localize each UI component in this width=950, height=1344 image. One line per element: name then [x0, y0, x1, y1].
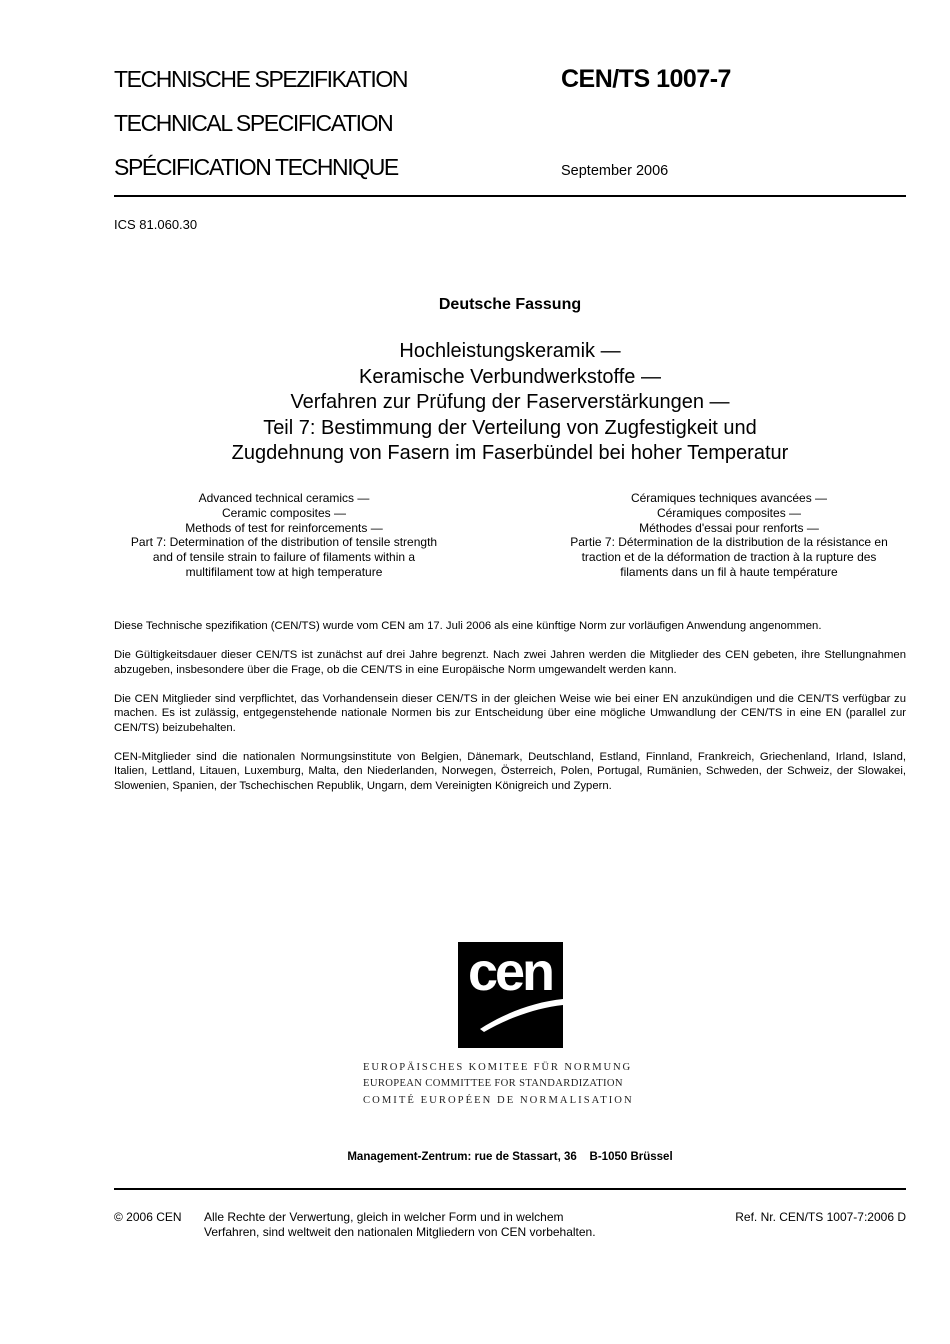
- doc-type-english: TECHNICAL SPECIFICATION: [114, 110, 393, 136]
- reference-number: Ref. Nr. CEN/TS 1007-7:2006 D: [735, 1210, 906, 1224]
- committee-name-english: EUROPEAN COMMITTEE FOR STANDARDIZATION: [363, 1078, 623, 1090]
- french-title-line: Partie 7: Détermination de la distribution de la résistance en: [570, 535, 888, 550]
- body-text: [114, 619, 906, 808]
- english-title-line: Methods of test for reinforcements —: [185, 520, 383, 535]
- english-title-line: multifilament tow at high temperature: [185, 564, 383, 579]
- ics-code: ICS 81.060.30: [114, 217, 198, 232]
- doc-type-french: SPÉCIFICATION TECHNIQUE: [114, 154, 398, 180]
- cen-logo-text: cen: [467, 942, 553, 1002]
- french-title-line: traction et de la déformation de traction à la rupture des: [581, 550, 877, 565]
- committee-name-german: EUROPÄISCHES KOMITEE FÜR NORMUNG: [363, 1062, 633, 1073]
- publication-date: September 2006: [561, 163, 669, 179]
- paragraph-obligations: Die CEN Mitglieder sind verpflichtet, das Vorhandensein dieser CEN/TS in der gleichen Weise wie bei einer EN anzukündigen und die CEN/TS verfügbar zu machen. Es ist zulässig, entgegenstehende nationale Normen bis zur Entscheidung über eine mögliche Umwandlung der CEN/TS in eine EN (parallel zur CEN/TS) beizubehalten.: [114, 692, 906, 734]
- french-title-line: Méthodes d'essai pour renforts —: [639, 520, 819, 535]
- copyright-notice: © 2006 CEN: [114, 1210, 182, 1224]
- english-title-line: and of tensile strain to failure of filaments within a: [152, 550, 416, 565]
- rights-statement: [204, 1210, 654, 1240]
- document-number: CEN/TS 1007-7: [561, 65, 731, 93]
- cen-logo-icon: [458, 942, 563, 1048]
- english-title-line: Part 7: Determination of the distribution of tensile strength: [130, 535, 438, 550]
- english-title-line: Advanced technical ceramics —: [198, 491, 370, 505]
- rights-line: Verfahren, sind weltweit den nationalen Mitgliedern von CEN vorbehalten.: [204, 1225, 596, 1239]
- french-title-line: Céramiques techniques avancées —: [630, 491, 828, 505]
- french-title-line: Céramiques composites —: [656, 505, 802, 520]
- committee-name-french: COMITÉ EUROPÉEN DE NORMALISATION: [363, 1094, 634, 1106]
- german-title-line: Zugdehnung von Fasern im Faserbündel bei hoher Temperatur: [231, 442, 789, 464]
- footer-divider: [114, 1188, 906, 1190]
- english-title-line: Ceramic composites —: [221, 505, 347, 520]
- paragraph-adoption: Diese Technische spezifikation (CEN/TS) wurde vom CEN am 17. Juli 2006 als eine künftige Norm zur vorläufigen Anwendung angenommen.: [114, 620, 822, 632]
- management-centre-address: Management-Zentrum: rue de Stassart, 36 B-1050 Brüssel: [347, 1151, 673, 1163]
- german-title-line: Hochleistungskeramik —: [399, 340, 621, 362]
- english-title: [108, 491, 460, 580]
- german-title-line: Teil 7: Bestimmung der Verteilung von Zugfestigkeit und: [263, 416, 757, 439]
- paragraph-validity: Die Gültigkeitsdauer dieser CEN/TS ist zunächst auf drei Jahre begrenzt. Nach zwei Jahren werden die Mitglieder des CEN gebeten, ihre Stellungnahmen abzugeben, insbesondere über die Frage, ob die CEN/TS in eine Europäische Norm umgewandelt werden kann.: [114, 649, 906, 676]
- language-version-label: Deutsche Fassung: [438, 296, 582, 313]
- french-title: [553, 491, 905, 580]
- german-title-line: Verfahren zur Prüfung der Faserverstärkungen —: [290, 391, 730, 413]
- paragraph-members: CEN-Mitglieder sind die nationalen Normungsinstitute von Belgien, Dänemark, Deutschland, Estland, Finnland, Frankreich, Griechenland, Irland, Island, Italien, Lettland, Litauen, Luxemburg, Malta, den Niederlanden, Norwegen, Österreich, Polen, Portugal, Rumänien, Schweden, der Schweiz, der Slowakei, Slowenien, Spanien, der Tschechischen Republik, Ungarn, dem Vereinigten Königreich und Zypern.: [114, 750, 906, 792]
- committee-names: [363, 1060, 634, 1109]
- doc-type-german: TECHNISCHE SPEZIFIKATION: [114, 66, 408, 92]
- german-title: [114, 339, 906, 467]
- french-title-line: filaments dans un fil à haute température: [620, 564, 838, 579]
- rights-line: Alle Rechte der Verwertung, gleich in welcher Form und in welchem: [204, 1210, 564, 1224]
- german-title-line: Keramische Verbundwerkstoffe —: [358, 365, 661, 388]
- header-divider: [114, 195, 906, 197]
